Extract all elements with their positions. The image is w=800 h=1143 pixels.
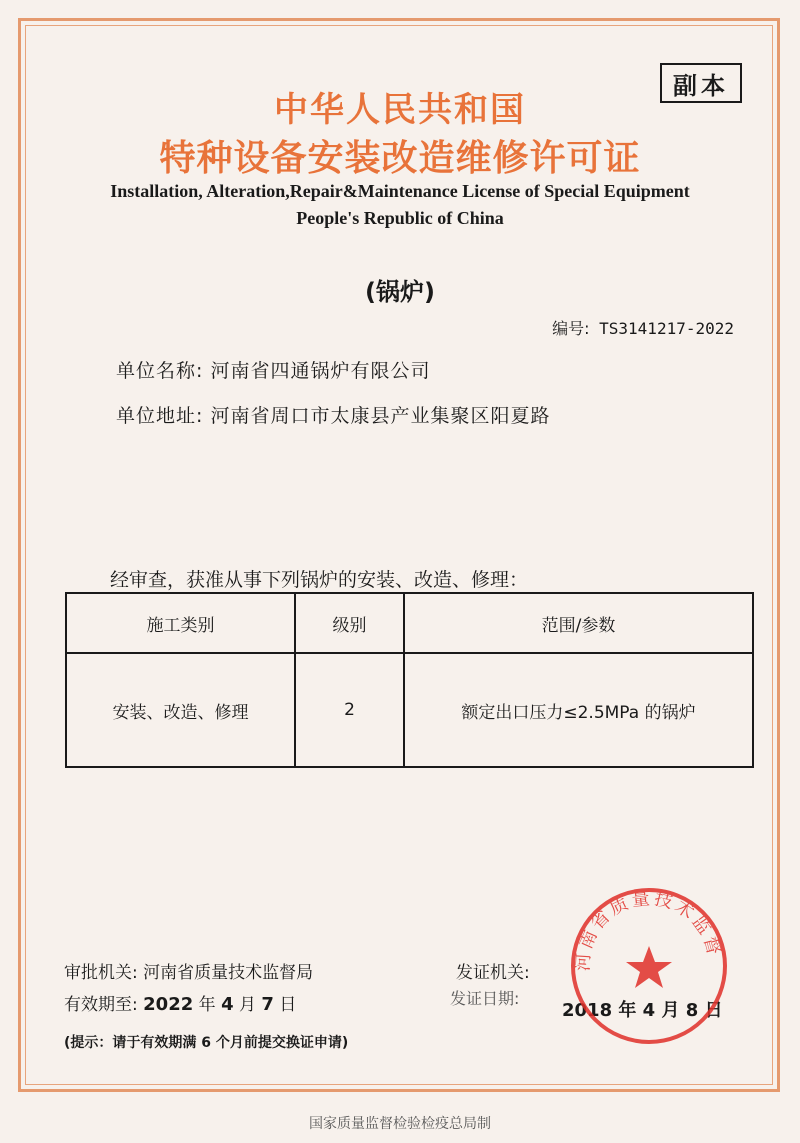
cell-grade: 2 [295,653,404,767]
seal-text: 河南省质量技术监督 [572,887,726,972]
title-cn-line2: 特种设备安装改造维修许可证 [159,138,641,179]
cell-work-type: 安装、改造、修理 [66,653,295,767]
table-row [66,653,753,767]
issuing-body-footer: 国家质量监督检验检疫总局制 [309,1116,491,1132]
equipment-category: (锅炉) [365,278,435,306]
issue-date-day-unit: 日 [704,1000,723,1021]
unit-name-value: 河南省四通锅炉有限公司 [210,360,431,382]
issue-date-year-unit: 年 [618,1000,637,1021]
approval-authority [64,958,313,983]
validity-day: 7 [261,994,274,1015]
issue-date-month: 4 [642,1000,656,1021]
scope-table [65,592,754,768]
validity-month-unit: 月 [239,995,256,1015]
unit-name-label: 单位名称: [116,360,204,382]
copy-mark: 副本 [660,63,742,103]
approval-label: 审批机关: [64,963,138,983]
certificate-number [552,316,734,339]
validity-month: 4 [221,994,234,1015]
renewal-note: (提示：请于有效期满 6 个月前提交换证申请) [64,1035,349,1051]
header-work-type: 施工类别 [66,593,295,653]
issue-date-label: 发证日期: [450,989,520,1008]
issue-date-month-unit: 月 [661,1000,680,1021]
official-seal [567,884,731,1048]
table-header-row [66,593,753,653]
certificate-number-label: 编号: [552,319,590,338]
seal-star-icon [626,946,672,988]
certificate-number-value: TS3141217-2022 [599,319,734,338]
issue-date-year: 2018 [562,1000,613,1021]
title-en-line1: Installation, Alteration,Repair&Maintenance License of Special Equipment [110,181,690,201]
unit-address-value: 河南省周口市太康县产业集聚区阳夏路 [210,405,551,427]
validity [64,990,296,1015]
title-en-line2: People's Republic of China [296,208,504,228]
approval-value: 河南省质量技术监督局 [143,963,314,983]
header-scope: 范围/参数 [404,593,753,653]
unit-address-label: 单位地址: [116,405,204,427]
validity-year-unit: 年 [198,995,216,1015]
issuer-label: 发证机关: [456,963,530,983]
validity-year: 2022 [143,994,194,1015]
issue-date-day: 8 [685,1000,699,1021]
title-cn-line1: 中华人民共和国 [274,90,526,130]
cell-scope: 额定出口压力≤2.5MPa 的锅炉 [404,653,753,767]
header-grade: 级别 [295,593,404,653]
validity-label: 有效期至: [64,995,138,1015]
validity-day-unit: 日 [279,995,297,1015]
unit-address [116,401,550,428]
unit-name [116,356,430,383]
scope-intro: 经审查，获准从事下列锅炉的安装、改造、修理： [110,569,529,591]
